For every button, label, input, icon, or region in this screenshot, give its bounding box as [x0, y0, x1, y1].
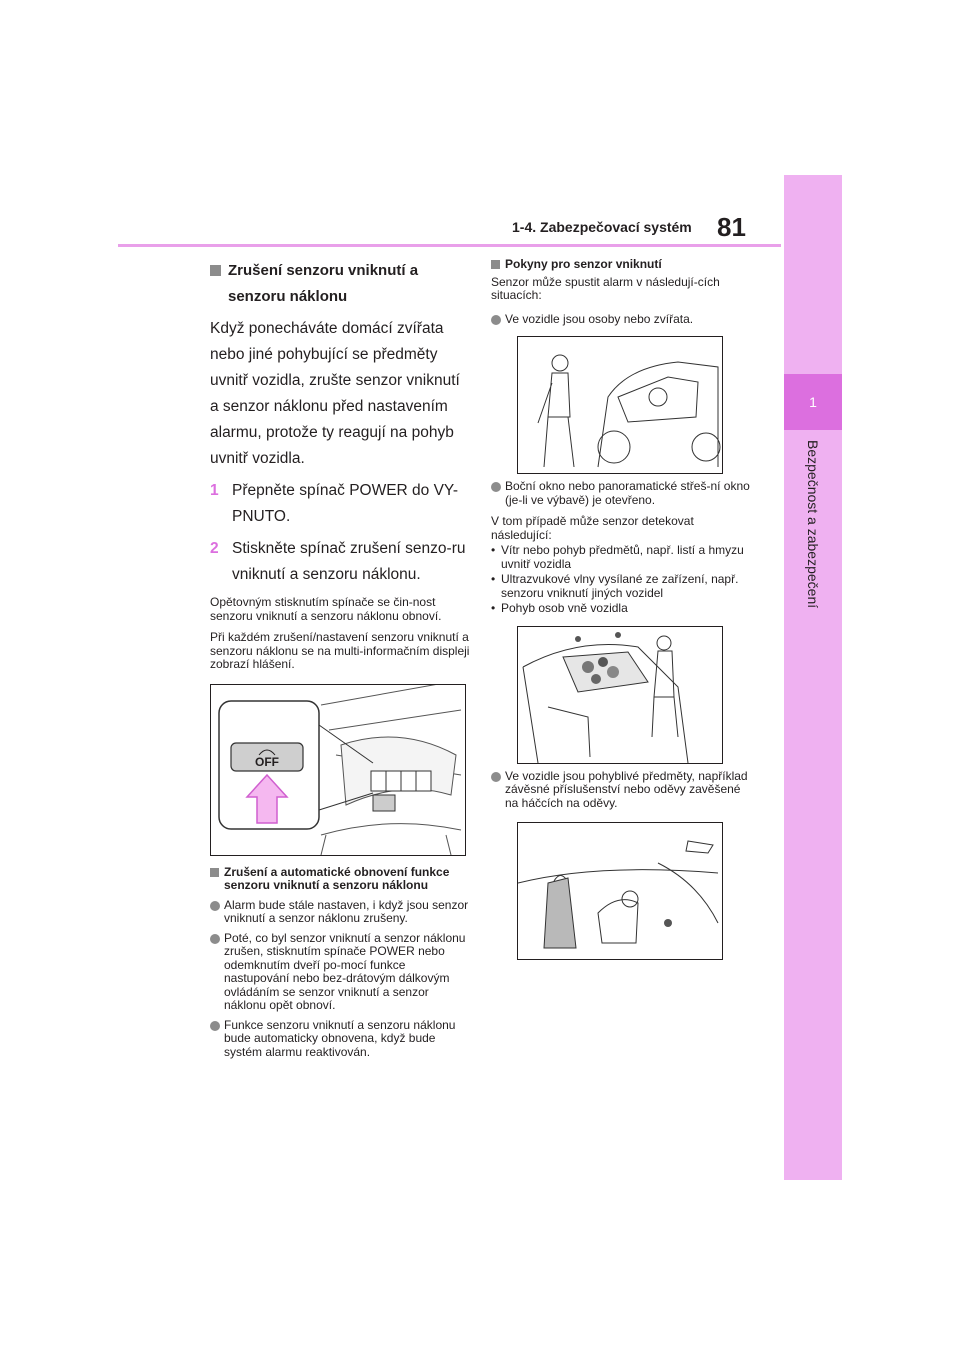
chapter-number-tab: 1 — [784, 374, 842, 430]
page-number: 81 — [717, 212, 746, 242]
section-title: 1-4. Zabezpečovací systém — [512, 219, 692, 235]
circle-bullet-icon — [491, 315, 501, 325]
illustration-people-in-vehicle — [517, 336, 723, 474]
circle-bullet-icon — [210, 934, 220, 944]
square-bullet-icon — [210, 265, 221, 276]
circle-bullet-icon — [210, 901, 220, 911]
list-item: Alarm bude stále nastaven, i když jsou senzor vniknutí a senzor náklonu zrušeny. — [210, 899, 472, 926]
step-2 — [210, 536, 472, 588]
section-heading: Zrušení senzoru vniknutí a senzoru náklonu — [210, 258, 472, 310]
chapter-title-wrap — [784, 440, 842, 640]
intro-paragraph: Senzor může spustit alarm v následují-cích situacích: — [491, 274, 720, 302]
step-text: Přepněte spínač POWER do VY-PNUTO. — [232, 482, 459, 525]
overhead-console-drawing — [211, 685, 465, 855]
circle-bullet-icon — [210, 1021, 220, 1031]
subheading: Zrušení a automatické obnovení funkce senzoru vniknutí a senzoru náklonu — [210, 866, 472, 893]
sunroof-leaves-drawing — [518, 627, 722, 763]
step-number: 2 — [210, 540, 219, 557]
section-heading: Pokyny pro senzor vniknutí — [491, 258, 753, 272]
list-item: Ve vozidle jsou osoby nebo zvířata. — [491, 313, 753, 327]
note-restore: Opětovným stisknutím spínače se čin-nost senzoru vniknutí a senzoru náklonu obnoví. — [210, 595, 442, 623]
step-text: Stiskněte spínač zrušení senzo-ru vniknutí a senzoru náklonu. — [232, 540, 466, 583]
illustration-hanging-clothes — [517, 822, 723, 960]
list-subitem: • Ultrazvukové vlny vysílané ze zařízení, např. senzoru vniknutí jiných vozidel — [491, 572, 739, 600]
intro-paragraph: Když ponecháváte domácí zvířata nebo jiné pohybující se předměty uvnitř vozidla, zrušte senzor vniknutí a senzor náklonu před nastavením alarmu, protože ty reagují na pohyb uvnitř vozidla. — [210, 320, 460, 467]
square-bullet-icon — [491, 260, 500, 269]
circle-bullet-icon — [491, 482, 501, 492]
right-column — [491, 258, 753, 966]
list-item: Funkce senzoru vniknutí a senzoru náklonu bude automaticky obnovena, když bude systém alarmu reaktivován. — [210, 1019, 472, 1060]
list-subitem: • Pohyb osob vně vozidla — [491, 601, 628, 615]
list-item: Ve vozidle jsou pohyblivé předměty, například závěsné příslušenství nebo oděvy zavěšené na háčcích na oděvy. — [491, 770, 753, 811]
list-item: Boční okno nebo panoramatické střeš-ní okno (je-li ve výbavě) je otevřeno. — [491, 480, 753, 507]
illustration-open-roof — [517, 626, 723, 764]
person-and-dog-drawing — [518, 337, 722, 473]
note-display: Při každém zrušení/nastavení senzoru vniknutí a senzoru náklonu se na multi-informačním displeji zobrazí hlášení. — [210, 630, 470, 671]
list-item: Poté, co byl senzor vniknutí a senzor náklonu zrušen, stisknutím spínače POWER nebo odemknutím dveří po-mocí funkce nastupování nebo bez-drátovým dálkovým ovládáním se senzor vniknutí a senzor náklonu opět obnoví. — [210, 932, 472, 1013]
detection-paragraph: V tom případě může senzor detekovat následující: — [491, 514, 694, 542]
clothes-hanger-drawing — [518, 823, 722, 959]
circle-bullet-icon — [491, 772, 501, 782]
chapter-title: Bezpečnost a zabezpečení — [805, 440, 821, 609]
header-rule — [118, 244, 781, 247]
off-label: OFF — [255, 754, 279, 769]
side-tab — [784, 175, 842, 1180]
step-1 — [210, 478, 472, 530]
square-bullet-icon — [210, 868, 219, 877]
step-number: 1 — [210, 482, 219, 499]
switch-illustration — [210, 684, 466, 856]
list-subitem: • Vítr nebo pohyb předmětů, např. listí a hmyzu uvnitř vozidla — [491, 543, 744, 571]
left-column — [210, 258, 472, 1059]
